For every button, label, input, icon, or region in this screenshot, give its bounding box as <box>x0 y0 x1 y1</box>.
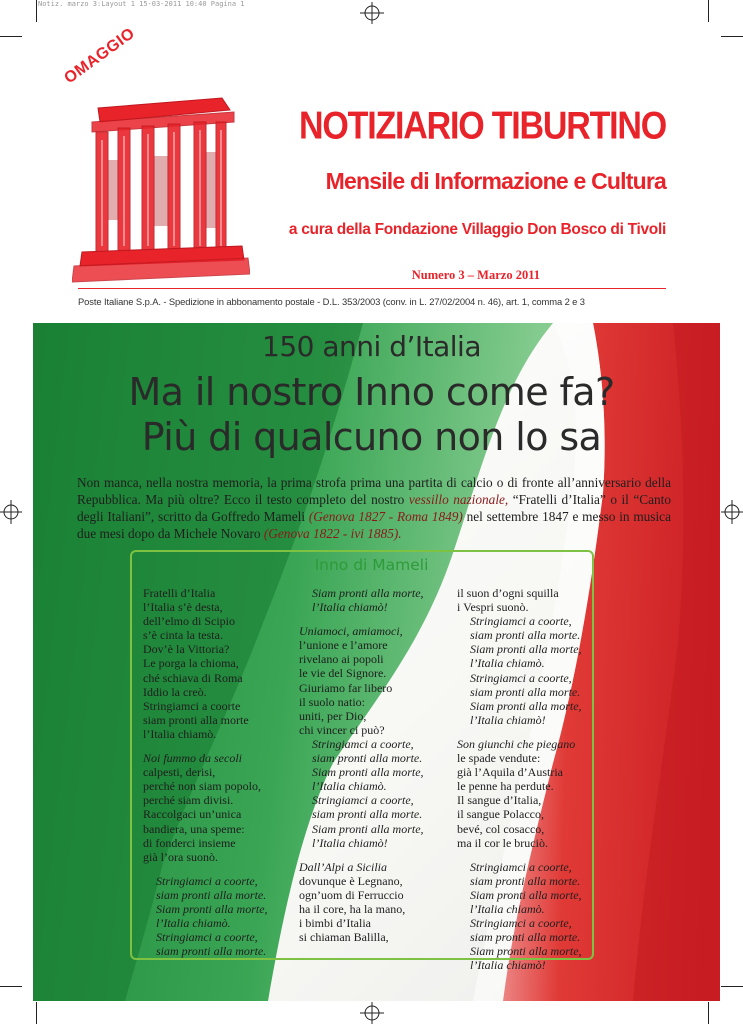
anthem-verse-line: Dov’è la Vittoria? <box>143 642 230 657</box>
anthem-verse-line: chi vincer ci può? <box>299 722 385 737</box>
stanza-gap <box>143 864 293 874</box>
stanza-gap <box>299 850 449 860</box>
anthem-column-3 <box>457 586 607 972</box>
anthem-verse-line: s’è cinta la testa. <box>143 628 223 643</box>
anthem-verse-line: le vie del Signore. <box>299 666 387 681</box>
intro-italic-run: vessillo nazionale, <box>408 492 509 507</box>
anthem-verse-line: l’Italia chiamò. <box>143 726 217 741</box>
header-divider <box>78 288 666 289</box>
anthem-refrain-line: Siam pronti alla morte, <box>312 821 424 836</box>
registration-mark-icon <box>360 2 384 24</box>
crop-mark <box>721 36 743 37</box>
anthem-refrain-line: l’Italia chiamò! <box>312 600 388 615</box>
crop-mark <box>36 0 37 22</box>
registration-mark-icon <box>0 500 22 524</box>
anthem-verse-line: ché schiava di Roma <box>143 670 243 685</box>
anthem-verse-line: i bimbi d’Italia <box>299 916 371 931</box>
intro-italic-run: (Genova 1822 - ivi 1885). <box>263 526 402 541</box>
intro-text-run: “Fratelli d’Italia” o il “Canto degli Italiani”, scritto da Goffredo Mameli <box>77 492 672 524</box>
anthem-verse-line: le spade vendute: <box>457 751 541 766</box>
anthem-refrain-line: Stringiamci a coorte, <box>470 670 572 685</box>
anthem-refrain-line: siam pronti alla morte. <box>470 873 581 888</box>
anthem-verse-line: le penne ha perdute. <box>457 779 554 794</box>
anthem-verse-line: il suon d’ogni squilla <box>457 586 559 600</box>
masthead-subtitle: Mensile di Informazione e Cultura <box>325 168 666 194</box>
headline-line-1: Ma il nostro Inno come fa? <box>128 370 615 414</box>
anthem-verse-line: Son giunchi che piegano <box>457 736 576 751</box>
stanza-gap <box>143 741 293 751</box>
anthem-refrain-line: Siam pronti alla morte, <box>470 887 582 902</box>
anthem-refrain-line: Siam pronti alla morte, <box>470 642 582 657</box>
anthem-refrain-line: l’Italia chiamò. <box>470 656 545 671</box>
anthem-refrain-line: l’Italia chiamò. <box>312 779 387 794</box>
article-kicker: 150 anni d’Italia <box>262 330 481 363</box>
anthem-verse-line: Fratelli d’Italia <box>143 586 216 600</box>
anthem-verse-line: uniti, per Dio, <box>299 708 367 723</box>
crop-mark <box>36 1002 37 1024</box>
anthem-refrain-line: Siam pronti alla morte, <box>312 586 424 600</box>
omaggio-badge: OMAGGIO <box>61 24 139 88</box>
anthem-verse-line: siam pronti alla morte <box>143 712 249 727</box>
print-slug: Notiz. marzo 3:Layout 1 15-03-2011 10:40 Pagina 1 <box>38 0 245 8</box>
anthem-verse-line: dovunque è Legnano, <box>299 873 403 888</box>
anthem-refrain-line: siam pronti alla morte. <box>312 807 423 822</box>
anthem-refrain-line: l’Italia chiamò! <box>312 835 388 850</box>
anthem-verse-line: ha il core, ha la mano, <box>299 901 406 916</box>
issue-number: Numero 3 – Marzo 2011 <box>411 268 540 282</box>
article-intro <box>77 474 671 542</box>
anthem-verse-line: calpesti, derisi, <box>143 765 216 780</box>
anthem-refrain-line: siam pronti alla morte. <box>470 684 581 699</box>
anthem-verse-line: ogn’uom di Ferruccio <box>299 887 404 902</box>
crop-mark <box>708 0 709 22</box>
anthem-verse-line: Noi fummo da secoli <box>143 751 242 766</box>
anthem-verse-line: il suolo natio: <box>299 694 365 709</box>
masthead-title: NOTIZIARIO TIBURTINO <box>299 104 666 148</box>
anthem-verse-line: Il sangue d’Italia, <box>457 793 542 808</box>
anthem-refrain-line: Stringiamci a coorte, <box>470 614 572 629</box>
anthem-refrain-line: l’Italia chiamò! <box>470 712 546 727</box>
article-headline <box>0 370 743 460</box>
anthem-title: Inno di Mameli <box>314 556 429 574</box>
anthem-column-2 <box>299 586 449 944</box>
anthem-refrain-line: Siam pronti alla morte, <box>470 698 582 713</box>
anthem-verse-line: perché siam divisi. <box>143 793 234 808</box>
anthem-refrain-line: Stringiamci a coorte, <box>156 873 258 888</box>
anthem-refrain-line: Stringiamci a coorte, <box>312 736 414 751</box>
anthem-verse-line: Raccolgaci un’unica <box>143 807 242 822</box>
masthead-curator: a cura della Fondazione Villaggio Don Bosco di Tivoli <box>288 221 666 238</box>
anthem-verse-line: Le porga la chioma, <box>143 656 239 671</box>
anthem-refrain-line: Stringiamci a coorte, <box>156 930 258 945</box>
intro-italic-run: (Genova 1827 - Roma 1849) <box>308 509 463 524</box>
anthem-refrain-line: Siam pronti alla morte, <box>156 901 268 916</box>
anthem-verse-line: Uniamoci, amiamoci, <box>299 624 403 639</box>
anthem-verse-line: già l’Aquila d’Austria <box>457 765 563 780</box>
anthem-verse-line: Stringiamci a coorte <box>143 698 241 713</box>
anthem-verse-line: bevé, col cosacco, <box>457 821 545 836</box>
anthem-refrain-line: siam pronti alla morte. <box>470 628 581 643</box>
anthem-verse-line: l’unione e l’amore <box>299 638 388 653</box>
anthem-verse-line: Dall’Alpi a Sicilia <box>299 859 387 874</box>
anthem-refrain-line: siam pronti alla morte. <box>312 751 423 766</box>
registration-mark-icon <box>721 500 743 524</box>
anthem-refrain-line: l’Italia chiamò. <box>156 916 231 931</box>
anthem-verse-line: ma il cor le bruciò. <box>457 835 548 850</box>
anthem-refrain-line: Stringiamci a coorte, <box>470 859 572 874</box>
anthem-verse-line: i Vespri suonò. <box>457 600 529 615</box>
anthem-refrain-line: Stringiamci a coorte, <box>470 916 572 931</box>
registration-mark-icon <box>360 1002 384 1024</box>
anthem-refrain-line: siam pronti alla morte. <box>156 887 267 902</box>
anthem-verse-line: l’Italia s’è desta, <box>143 600 223 615</box>
headline-line-2: Più di qualcuno non lo sa <box>141 415 602 459</box>
intro-text-run: nel settembre 1847 e messo in musica due mesi dopo da Michele Novaro <box>77 509 671 541</box>
crop-mark <box>0 986 22 987</box>
anthem-verse-line: dell’elmo di Scipio <box>143 614 235 629</box>
stanza-gap <box>457 850 607 860</box>
anthem-refrain-line: Siam pronti alla morte, <box>470 944 582 959</box>
anthem-refrain-line: l’Italia chiamò! <box>470 958 546 973</box>
anthem-verse-line: già l’ora suonò. <box>143 849 218 864</box>
anthem-verse-line: perché non siam popolo, <box>143 779 261 794</box>
temple-logo-icon <box>72 60 250 285</box>
anthem-column-1 <box>143 586 293 958</box>
anthem-verse-line: Giuriamo far libero <box>299 680 393 695</box>
stanza-gap <box>457 727 607 737</box>
anthem-verse-line: rivelano ai popoli <box>299 652 384 667</box>
anthem-verse-line: Iddio la creò. <box>143 684 207 699</box>
anthem-verse-line: bandiera, una speme: <box>143 821 245 836</box>
anthem-verse-line: di fonderci insieme <box>143 835 236 850</box>
anthem-refrain-line: l’Italia chiamò. <box>470 901 545 916</box>
intro-text-run: Non manca, nella nostra memoria, la prima strofa prima una partita di calcio o di fronte all’anniversario della Repubblica. Ma più oltre? Ecco il testo completo del nostro <box>77 475 671 507</box>
postal-notice: Poste Italiane S.p.A. - Spedizione in abbonamento postale - D.L. 353/2003 (conv. in L. 27/02/2004 n. 46), art. 1, comma 2 e 3 <box>78 296 585 307</box>
anthem-refrain-line: Siam pronti alla morte, <box>312 765 424 780</box>
anthem-verse-line: si chiaman Balilla, <box>299 930 389 945</box>
anthem-verse-line: il sangue Polacco, <box>457 807 544 822</box>
anthem-refrain-line: siam pronti alla morte. <box>156 944 267 959</box>
anthem-refrain-line: siam pronti alla morte. <box>470 930 581 945</box>
crop-mark <box>0 36 22 37</box>
stanza-gap <box>299 614 449 624</box>
crop-mark <box>721 986 743 987</box>
anthem-refrain-line: Stringiamci a coorte, <box>312 793 414 808</box>
crop-mark <box>708 1002 709 1024</box>
